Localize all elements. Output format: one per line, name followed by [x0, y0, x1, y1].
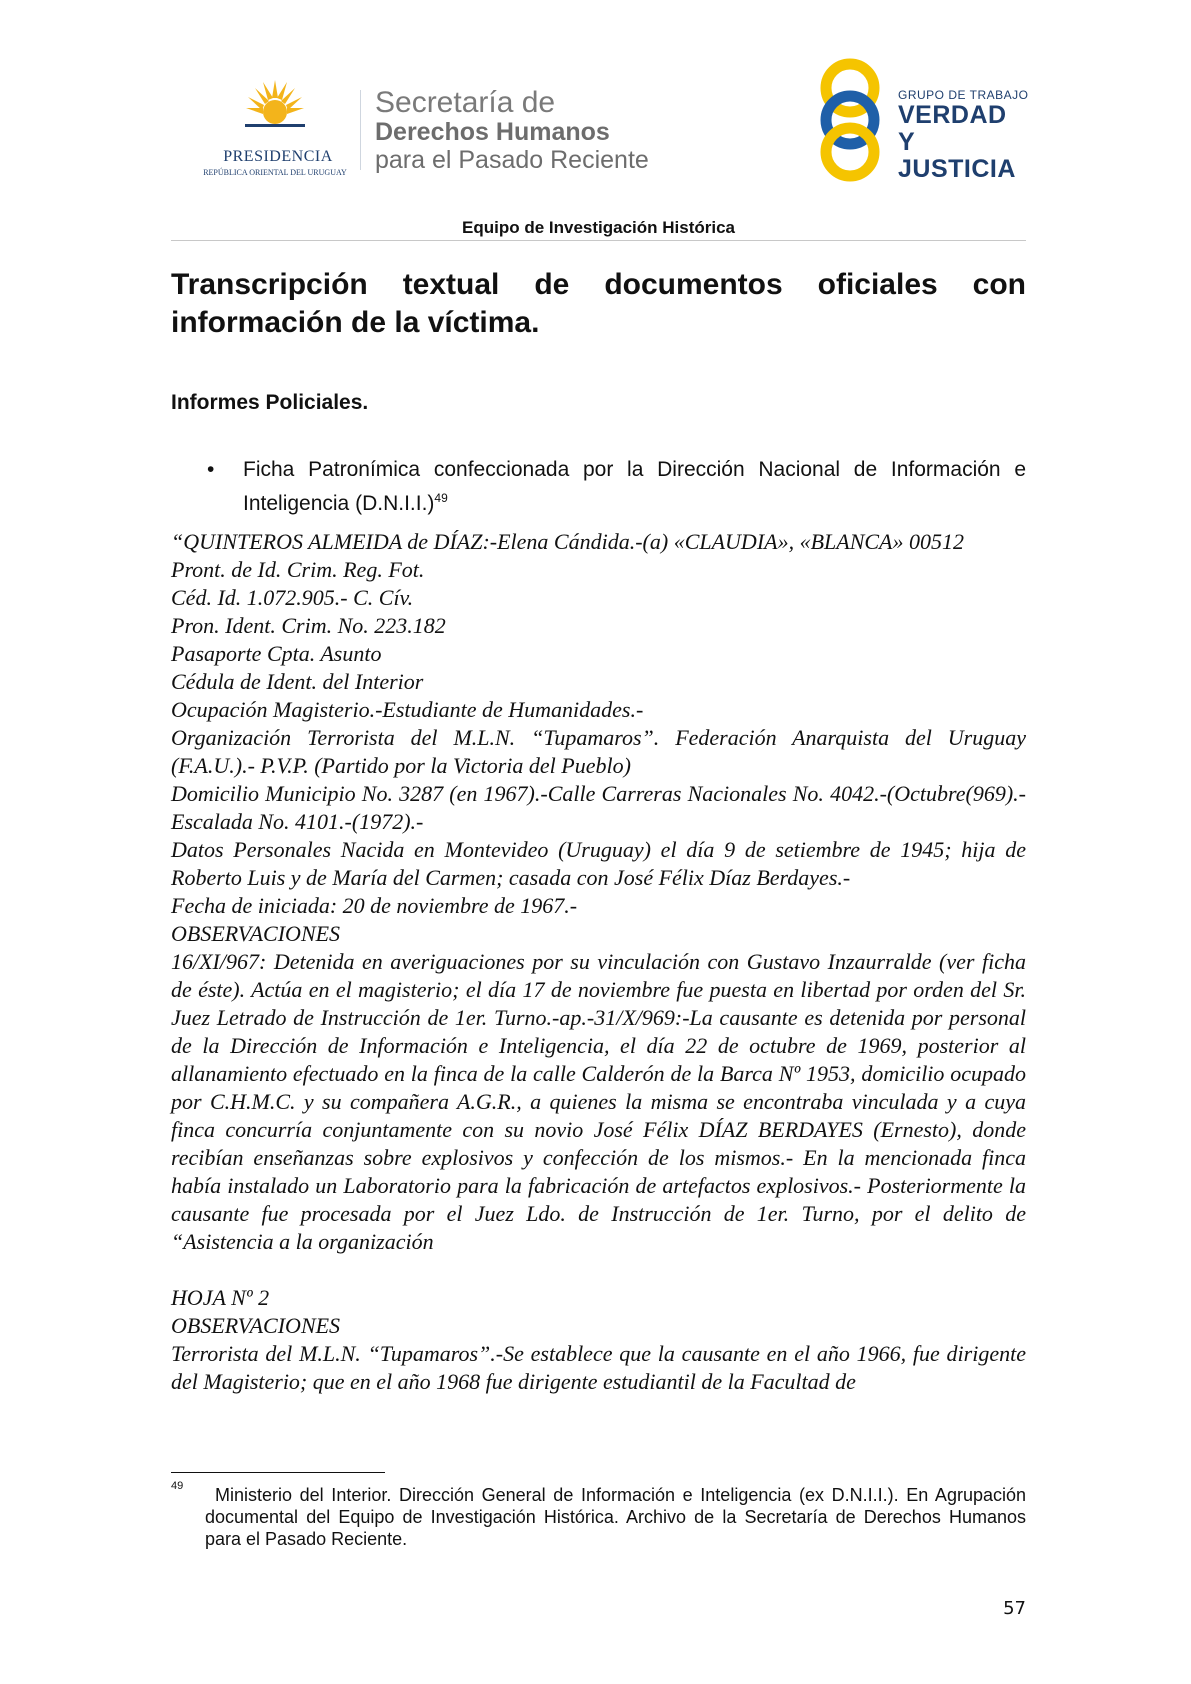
grupo-justicia-text: JUSTICIA: [898, 155, 1016, 183]
header-divider: [360, 90, 361, 170]
secretaria-line-3: para el Pasado Reciente: [375, 146, 649, 174]
linked-rings-icon: [810, 58, 890, 183]
header-rule: [171, 240, 1026, 241]
page-number: 57: [1003, 1598, 1026, 1619]
body-line: Pasaporte Cpta. Asunto: [171, 641, 382, 666]
footnote-ref: 49: [434, 491, 448, 505]
body-line: HOJA Nº 2: [171, 1285, 270, 1310]
body-line: Pront. de Id. Crim. Reg. Fot.: [171, 557, 425, 582]
body-line: Cédula de Ident. del Interior: [171, 669, 424, 694]
section-header: Equipo de Investigación Histórica: [462, 218, 735, 237]
body-line: Ocupación Magisterio.-Estudiante de Humanidades.-: [171, 697, 644, 722]
bullet-text: Ficha Patronímica confeccionada por la Dirección Nacional de Información e Inteligencia (D.N.I.I.): [243, 458, 1026, 515]
footnote-text: Ministerio del Interior. Dirección General de Información e Inteligencia (ex D.N.I.I.). En Agrupación documental del Equipo de Investigación Histórica. Archivo de la Secretaría de Derechos Humanos para el Pasado Reciente.: [205, 1485, 1026, 1549]
body-line: Fecha de iniciada: 20 de noviembre de 1967.-: [171, 893, 578, 918]
body-line: Datos Personales Nacida en Montevideo (Uruguay) el día 9 de setiembre de 1945; hija de Roberto Luis y de María del Carmen; casada con José Félix Díaz Berdayes.-: [171, 837, 1026, 890]
presidencia-logo: [195, 78, 355, 178]
body-paragraph: 16/XI/967: Detenida en averiguaciones por su vinculación con Gustavo Inzaurralde (ver ficha de éste). Actúa en el magisterio; el día 17 de noviembre fue puesta en libertad por orden del Sr. Juez Letrado de Instrucción de 1er. Turno.-ap.-31/X/969:-La causante es detenida por personal de la Dirección de Información e Inteligencia, el día 22 de octubre de 1969, posterior al allanamiento efectuado en la finca de la calle Calderón de la Barca Nº 1953, domicilio ocupado por C.H.M.C. y su compañera A.G.R., a quienes la misma se encontraba vinculada y a cuya finca concurría conjuntamente con su novio José Félix DÍAZ BERDAYES (Ernesto), donde recibían enseñanzas sobre explosivos y confección de los mismos.- En la mencionada finca había instalado un Laboratorio para la fabricación de artefactos explosivos.- Posteriormente la causante fue procesada por el Juez Ldo. de Instrucción de 1er. Turno, por el delito de “Asistencia a la organización: [171, 949, 1026, 1254]
verdad-justicia-logo: [810, 58, 1030, 183]
transcription-body: [171, 528, 1026, 1396]
body-line: Organización Terrorista del M.L.N. “Tupamaros”. Federación Anarquista del Uruguay (F.A.U.).- P.V.P. (Partido por la Victoria del Pueblo): [171, 725, 1026, 778]
bullet-symbol: •: [207, 458, 215, 481]
bullet-item: [243, 456, 1026, 518]
body-paragraph: Terrorista del M.L.N. “Tupamaros”.-Se establece que la causante en el año 1966, fue dirigente del Magisterio; que en el año 1968 fue dirigente estudiantil de la Facultad de: [171, 1341, 1026, 1394]
secretaria-line-2: Derechos Humanos: [375, 118, 610, 146]
body-line: OBSERVACIONES: [171, 921, 341, 946]
body-line: OBSERVACIONES: [171, 1313, 341, 1338]
presidencia-subtitle: REPÚBLICA ORIENTAL DEL URUGUAY: [203, 168, 347, 177]
secretaria-logo-text: [375, 88, 649, 174]
body-line: “QUINTEROS ALMEIDA de DÍAZ:-Elena Cándida.-(a) «CLAUDIA», «BLANCA» 00512: [171, 529, 964, 554]
footnote-rule: [171, 1472, 385, 1473]
subheading: Informes Policiales.: [171, 391, 369, 414]
sun-icon: [245, 78, 305, 138]
grupo-verdad-text: VERDAD Y: [898, 101, 1007, 156]
body-line: Pron. Ident. Crim. No. 223.182: [171, 613, 446, 638]
page-title: Transcripción textual de documentos oficiales con información de la víctima.: [171, 268, 1026, 339]
grupo-small-text: GRUPO DE TRABAJO: [898, 88, 1029, 102]
body-line: Domicilio Municipio No. 3287 (en 1967).-Calle Carreras Nacionales No. 4042.-(Octubre(969).- Escalada No. 4101.-(1972).-: [171, 781, 1026, 834]
footnote-number: 49: [171, 1480, 184, 1492]
body-line: Céd. Id. 1.072.905.- C. Cív.: [171, 585, 414, 610]
presidencia-name: PRESIDENCIA: [223, 148, 333, 165]
secretaria-line-1: Secretaría de: [375, 86, 556, 119]
